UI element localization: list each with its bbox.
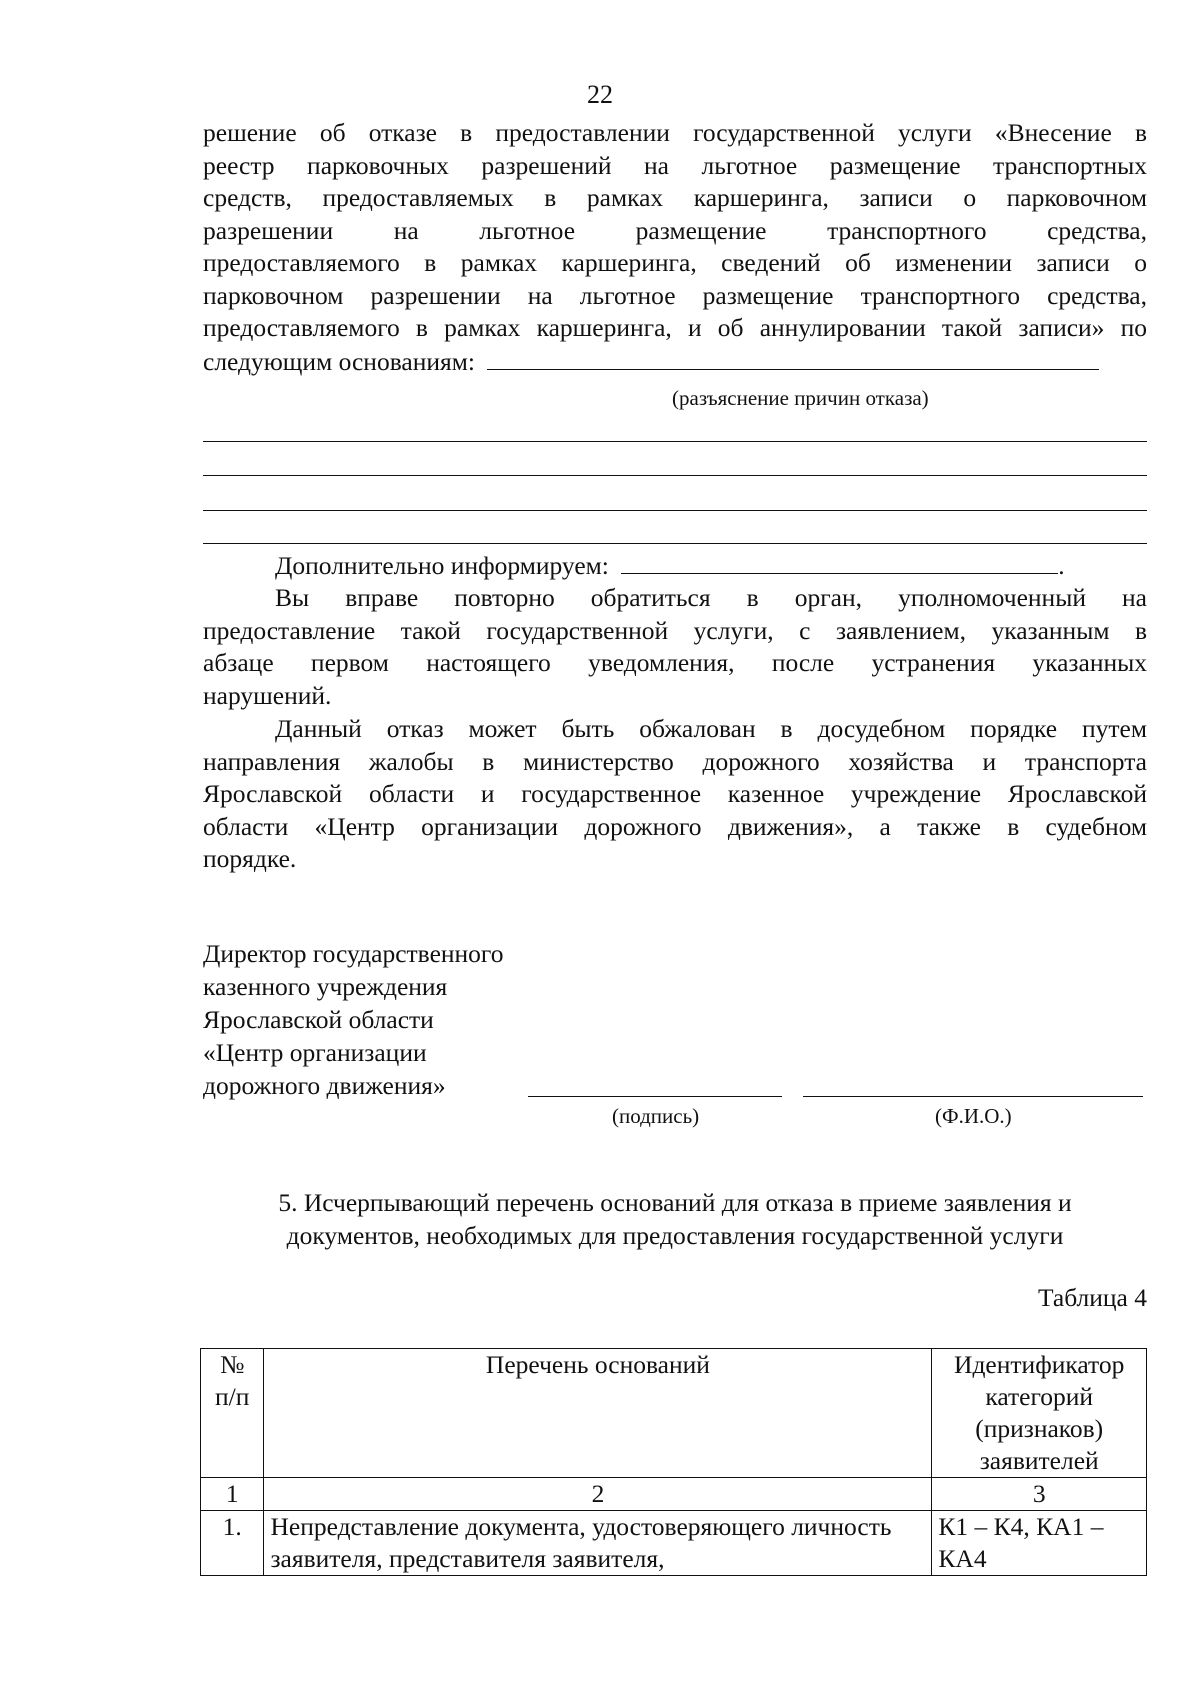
position-line: дорожного движения» <box>203 1071 446 1100</box>
refusal-paragraph <box>203 117 1147 378</box>
reason-blank-line[interactable] <box>203 510 1147 511</box>
header-grounds: Перечень оснований <box>264 1349 932 1478</box>
row-number: 1. <box>201 1511 264 1576</box>
position-line: Директор государственного <box>203 939 504 968</box>
reapply-paragraph <box>203 582 1147 712</box>
additional-end: . <box>1058 551 1065 580</box>
additional-label: Дополнительно информируем: <box>275 551 609 580</box>
text-line: направления жалобы в министерство дорожного хозяйства и транспорта <box>203 746 1147 776</box>
text-line: предоставление такой государственной услуги, с заявлением, указанным в <box>203 615 1147 645</box>
name-hint: (Ф.И.О.) <box>935 1104 1012 1128</box>
position-line: казенного учреждения <box>203 972 448 1001</box>
appeal-paragraph <box>203 713 1147 876</box>
row-identifier: К1 – К4, КА1 – КА4 <box>932 1511 1147 1576</box>
header-identifier: Идентификатор категорий (признаков) заявителей <box>932 1349 1147 1478</box>
name-blank[interactable] <box>803 1096 1143 1097</box>
text-line: Данный отказ может быть обжалован в досудебном порядке путем <box>275 714 1147 743</box>
additional-info <box>203 549 1147 583</box>
position-line: Ярославской области <box>203 1005 434 1034</box>
text-line: разрешении на льготное размещение транспортного средства, <box>203 215 1147 245</box>
text-line: решение об отказе в предоставлении государственной услуги «Внесение в <box>203 118 1147 147</box>
reason-blank-line[interactable] <box>203 441 1147 442</box>
refusal-reason-hint: (разъяснение причин отказа) <box>672 386 929 410</box>
numbering-cell: 1 <box>201 1478 264 1511</box>
signature-blank[interactable] <box>528 1096 782 1097</box>
text-line <box>203 345 1147 379</box>
page-number: 22 <box>587 80 613 109</box>
text-line: порядке. <box>203 844 297 873</box>
section-title-line: документов, необходимых для предоставления государственной услуги <box>286 1221 1064 1250</box>
signature-hint: (подпись) <box>612 1104 700 1128</box>
grounds-blank[interactable] <box>487 345 1099 370</box>
section-title-line: 5. Исчерпывающий перечень оснований для отказа в приеме заявления и <box>278 1188 1072 1217</box>
text-line: области «Центр организации дорожного движения», а также в судебном <box>203 811 1147 841</box>
reason-blank-line[interactable] <box>203 475 1147 476</box>
header-number: № п/п <box>201 1349 264 1478</box>
text-line: реестр парковочных разрешений на льготное размещение транспортных <box>203 150 1147 180</box>
grounds-label: следующим основаниям: <box>203 346 475 376</box>
text-line: Ярославской области и государственное казенное учреждение Ярославской <box>203 779 1147 808</box>
row-grounds: Непредставление документа, удостоверяющего личность заявителя, представителя заявителя, <box>264 1511 932 1576</box>
numbering-cell: 3 <box>932 1478 1147 1511</box>
text-line: средств, предоставляемых в рамках каршеринга, записи о парковочном <box>203 183 1147 212</box>
reason-blank-line[interactable] <box>203 543 1147 544</box>
section-title <box>203 1186 1147 1252</box>
table-header-row <box>201 1349 1147 1478</box>
text-line: предоставляемого в рамках каршеринга, и об аннулировании такой записи» по <box>203 313 1147 342</box>
signatory-position <box>203 937 504 1102</box>
table-label: Таблица 4 <box>1037 1283 1147 1312</box>
additional-blank[interactable] <box>621 549 1058 574</box>
table-row <box>201 1511 1147 1576</box>
grounds-table <box>200 1348 1147 1576</box>
numbering-cell: 2 <box>264 1478 932 1511</box>
text-line: абзаце первом настоящего уведомления, после устранения указанных <box>203 648 1147 677</box>
table-numbering-row <box>201 1478 1147 1511</box>
position-line: «Центр организации <box>203 1038 427 1067</box>
text-line: предоставляемого в рамках каршеринга, сведений об изменении записи о <box>203 248 1147 277</box>
text-line: нарушений. <box>203 680 332 710</box>
text-line: Вы вправе повторно обратиться в орган, уполномоченный на <box>275 583 1147 612</box>
text-line: парковочном разрешении на льготное размещение транспортного средства, <box>203 280 1147 310</box>
